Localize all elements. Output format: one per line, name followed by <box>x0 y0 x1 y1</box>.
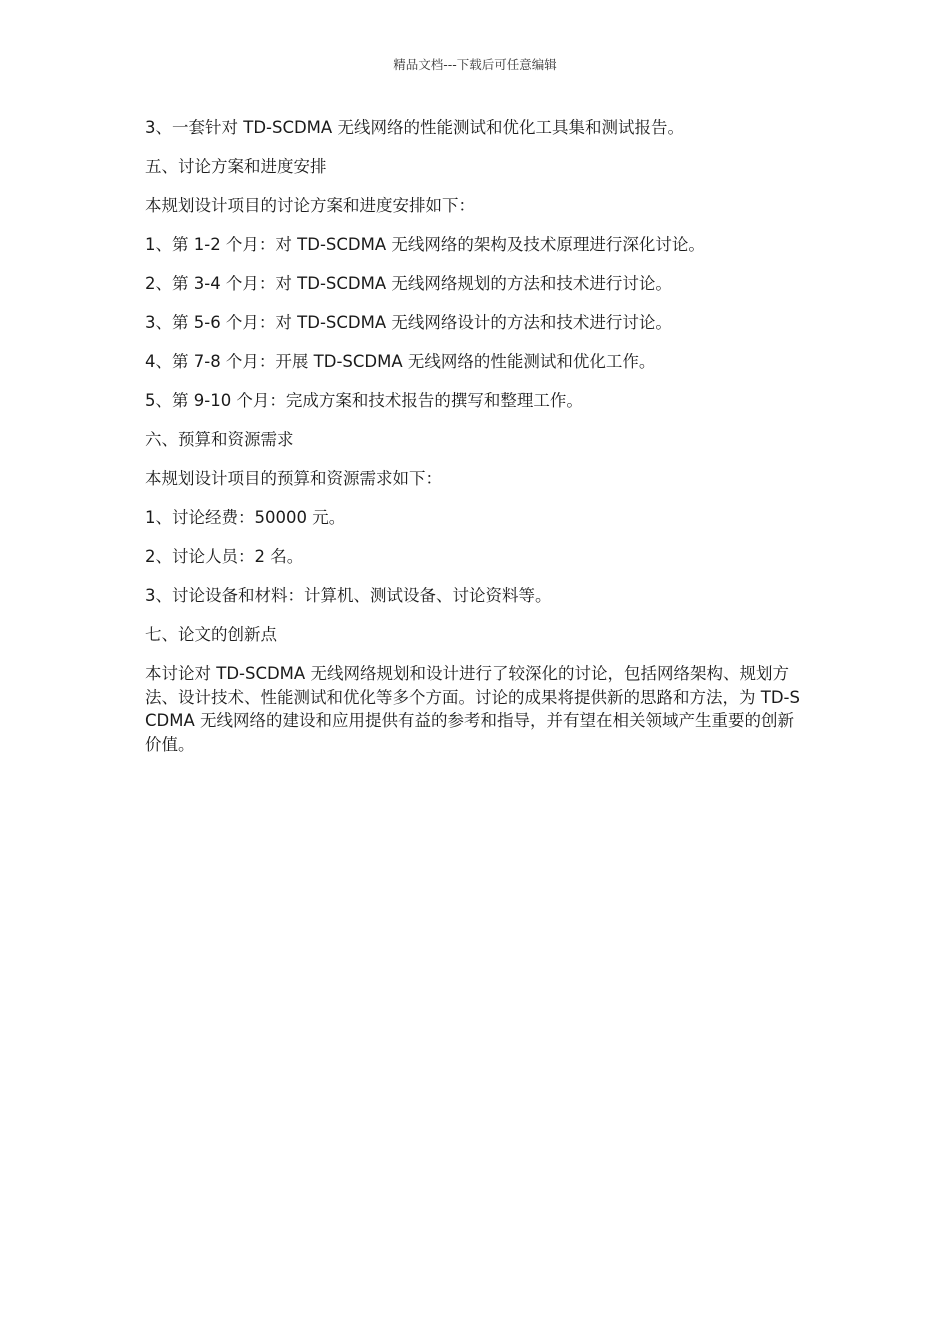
section-heading-innovation: 七、论文的创新点 <box>145 625 277 644</box>
schedule-item-3: 3、第 5-6 个月：对 TD-SCDMA 无线网络设计的方法和技术进行讨论。 <box>145 313 672 332</box>
paragraph-innovation: 本讨论对 TD-SCDMA 无线网络规划和设计进行了较深化的讨论，包括网络架构、规划方法、设计技术、性能测试和优化等多个方面。讨论的成果将提供新的思路和方法，为 TD-SCDMA 无线网络的建设和应用提供有益的参考和指导，并有望在相关领域产生重要的创新价值。 <box>145 664 800 754</box>
document-body <box>145 116 805 771</box>
page-header: 精品文档---下载后可任意编辑 <box>393 57 557 72</box>
paragraph-budget-intro: 本规划设计项目的预算和资源需求如下： <box>145 469 442 488</box>
paragraph-plan-intro: 本规划设计项目的讨论方案和进度安排如下： <box>145 196 475 215</box>
budget-item-3: 3、讨论设备和材料：计算机、测试设备、讨论资料等。 <box>145 586 552 605</box>
schedule-item-5: 5、第 9-10 个月：完成方案和技术报告的撰写和整理工作。 <box>145 391 583 410</box>
schedule-item-2: 2、第 3-4 个月：对 TD-SCDMA 无线网络规划的方法和技术进行讨论。 <box>145 274 672 293</box>
schedule-item-1: 1、第 1-2 个月：对 TD-SCDMA 无线网络的架构及技术原理进行深化讨论。 <box>145 235 705 254</box>
list-item-deliverable-3: 3、一套针对 TD-SCDMA 无线网络的性能测试和优化工具集和测试报告。 <box>145 118 684 137</box>
schedule-item-4: 4、第 7-8 个月：开展 TD-SCDMA 无线网络的性能测试和优化工作。 <box>145 352 656 371</box>
budget-item-1: 1、讨论经费：50000 元。 <box>145 508 346 527</box>
budget-item-2: 2、讨论人员：2 名。 <box>145 547 304 566</box>
section-heading-plan-schedule: 五、讨论方案和进度安排 <box>145 157 327 176</box>
section-heading-budget: 六、预算和资源需求 <box>145 430 294 449</box>
